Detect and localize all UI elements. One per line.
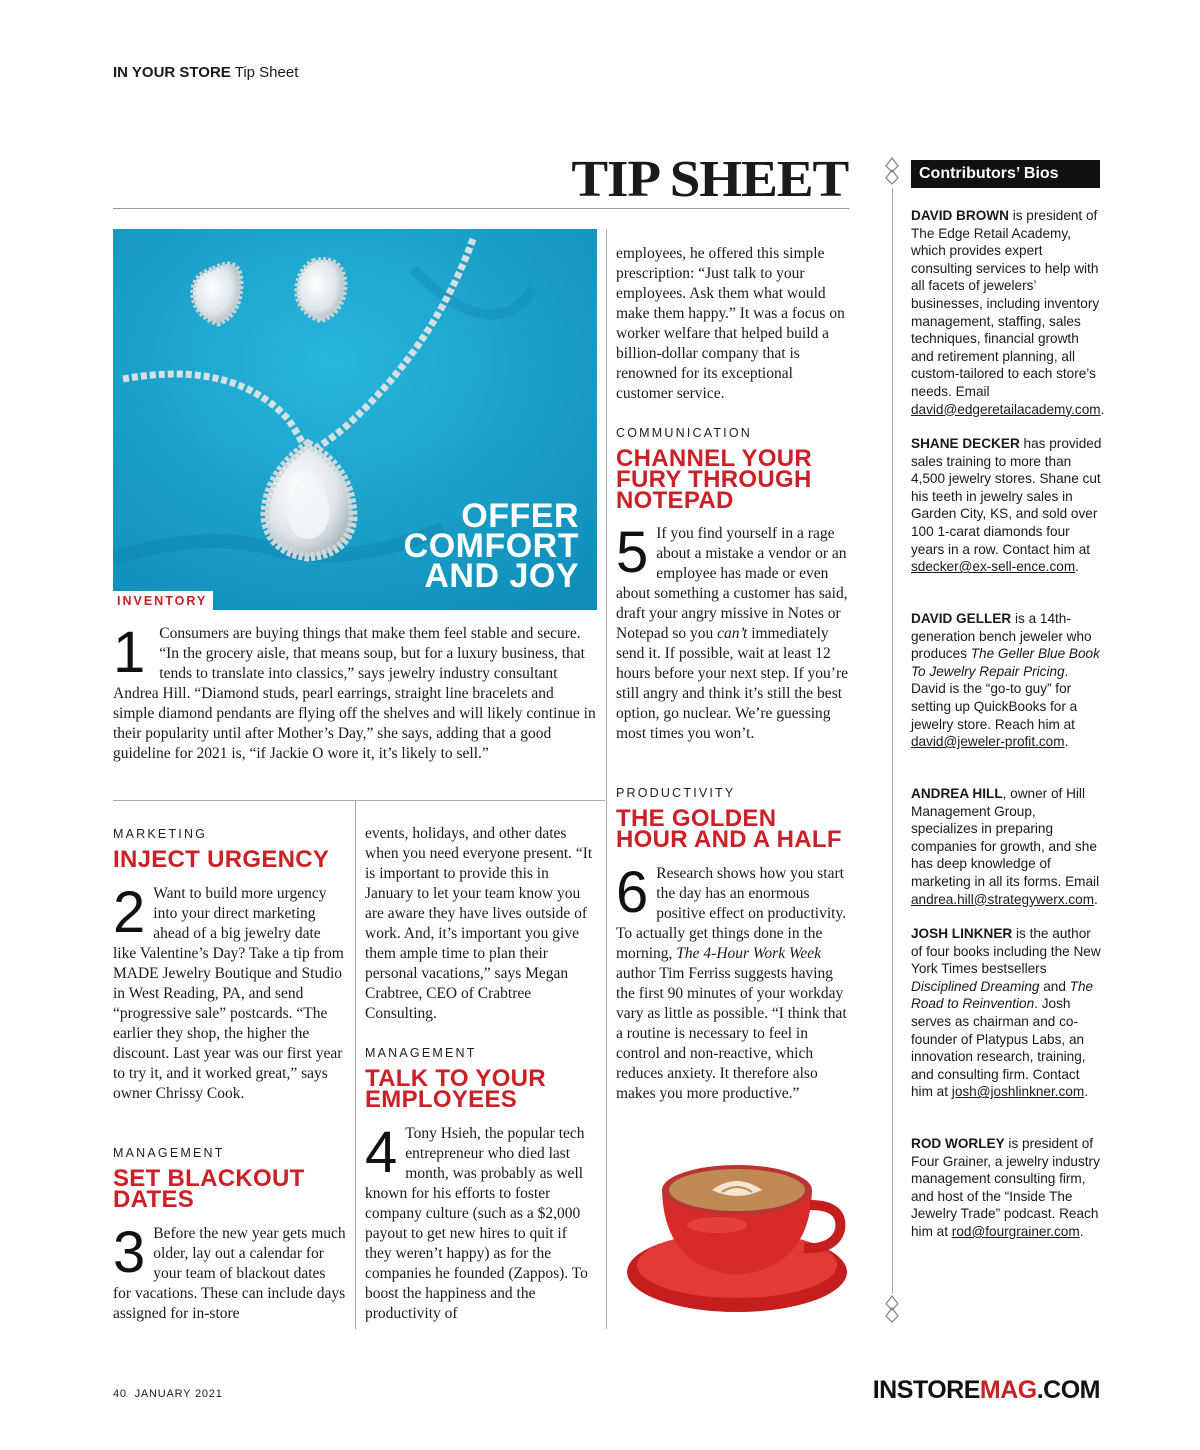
tip-3-text: Before the new year gets much older, lay out a calendar for your team of blackout dates for vacations. These can include days assigned for in-store (113, 1225, 346, 1322)
tip-5-text-a: If you find yourself in a rage about a mistake a vendor or an employee has made or even about something a customer has said, draft your angry missive in Notes or Notepad so you (616, 525, 848, 642)
tip-5-headline: CHANNEL YOUR FURY THROUGH NOTEPAD (616, 445, 813, 514)
bio-text: is president of Four Grainer, a jewelry industry management consulting firm, and host of the “Inside The Jewelry Trade” podcast. Reach him at (911, 1136, 1100, 1239)
photo-headline-line-1: OFFER (461, 497, 579, 535)
tip-5-number: 5 (616, 520, 649, 585)
bios-rule (892, 188, 893, 1294)
tip-5-text (616, 520, 852, 744)
footer-brand (873, 1376, 1100, 1405)
tip-6-kicker: PRODUCTIVITY (616, 786, 736, 800)
tip-1-text: Consumers are buying things that make them feel stable and secure. “In the grocery aisle, that means soup, but for a luxury business, that tends to translate into classics,” says jewelry industry consultant Andrea Hill. “Diamond studs, pearl earrings, straight line bracelets and simple diamond pendants are flying off the shelves and will likely continue in their popularity until after Mother’s Day,” she says, adding that a good guideline for 2021 is, “if Jackie O wore it, it’s likely to sell.” (113, 625, 596, 762)
bio-text: has provided sales training to more than 4,500 jewelry stores. Shane cut his teeth in jewelry sales in Garden City, KS, and sold over 100 1-carat diamonds four years in a row. Contact him at (911, 436, 1102, 557)
bio-text: is president of The Edge Retail Academy, which provides expert consulting services to help with all facets of jewelers’ businesses, including inventory management, staffing, sales techniques, financial growth and retirement planning, all custom-tailored to each store’s needs. Email (911, 208, 1100, 399)
tip-6-number: 6 (616, 860, 649, 925)
bio-name: ROD WORLEY (911, 1136, 1005, 1151)
tip-2 (113, 880, 347, 1104)
page-title: TIP SHEET (571, 151, 848, 208)
bio-email[interactable]: sdecker@ex-sell-ence.com (911, 559, 1076, 575)
bio-rod-worley: ROD WORLEY is president of Four Grainer, a jewelry industry management consulting firm, and host of the “Inside The Jewelry Trade” podcast. Reach him at rod@fourgrainer.com. (911, 1136, 1100, 1239)
tip-5 (616, 520, 852, 744)
photo-label: INVENTORY (113, 591, 213, 610)
bio-email[interactable]: david@jeweler-profit.com (911, 734, 1065, 750)
bio-book-1: Disciplined Dreaming (911, 978, 1040, 994)
tip-6-text (616, 860, 852, 1104)
brand-part-2: MAG (979, 1376, 1037, 1404)
section-rule (113, 800, 605, 801)
tip-4 (365, 1120, 597, 1324)
bio-david-geller: DAVID GELLER is a 14th-generation bench jeweler who produces The Geller Blue Book To Jewelry Repair Pricing. David is the “go-to guy” for setting up QuickBooks for a jewelry store. Reach him at david@jeweler-profit.com. (911, 611, 1100, 750)
brand-part-3: .COM (1036, 1376, 1100, 1404)
tip-2-number: 2 (113, 880, 146, 945)
bio-book: The Geller Blue Book To Jewelry Repair Pricing (911, 646, 1100, 679)
photo-headline-line-2: COMFORT (403, 527, 579, 565)
bio-david-brown: DAVID BROWN is president of The Edge Retail Academy, which provides expert consulting services to help with all facets of jewelers’ businesses, including inventory management, staffing, sales techniques, financial growth and retirement planning, all custom-tailored to each store’s needs. Email david@edgeretailacademy.com. (911, 208, 1105, 417)
tip-3-kicker: MANAGEMENT (113, 1146, 225, 1160)
ornament-bottom-icon (882, 1294, 902, 1324)
bio-text-a: is a 14th-generation bench jeweler who produces (911, 611, 1092, 662)
page-number: 40 (113, 1388, 127, 1400)
issue-date: JANUARY 2021 (134, 1388, 223, 1400)
photo-headline-line-3: AND JOY (424, 557, 579, 595)
title-rule (113, 208, 849, 209)
photo-headline (403, 497, 579, 595)
ornament-top-icon (882, 156, 902, 186)
tip-3-continued: events, holidays, and other dates when you need everyone present. “It is important to provide this in January to let your team know you are aware they have lives outside of work. And, it’s important you give them ample time to plan their personal vacations,” says Megan Crabtree, CEO of Crabtree Consulting. (365, 825, 593, 1022)
tip-6-headline: THE GOLDEN HOUR AND A HALF (616, 805, 842, 853)
tip-4-kicker: MANAGEMENT (365, 1046, 477, 1060)
bio-name: DAVID GELLER (911, 611, 1012, 626)
jewelry-photo (113, 229, 597, 610)
page-footer (113, 1388, 223, 1400)
bio-name: JOSH LINKNER (911, 926, 1013, 941)
tip-6-text-em: The 4-Hour Work Week (676, 945, 822, 962)
running-head (113, 64, 298, 81)
coffee-cup-icon (622, 1150, 852, 1330)
column-rule-left (355, 800, 356, 1329)
bio-email[interactable]: rod@fourgrainer.com (951, 1223, 1080, 1239)
bio-book-2: The Road to Reinvention (911, 978, 1094, 1012)
tip-5-text-em: can’t (717, 625, 748, 642)
tip-6-text-a: Research shows how you start the day has an enormous positive effect on productivity. To actually get things done in the morning, (616, 865, 847, 962)
bio-and: and (1039, 978, 1070, 994)
tip-4-continued: employees, he offered this simple prescription: “Just talk to your employees. Ask them what would make them happy.” It was a focus on worker welfare that helped build a billion-dollar company that is renowned for its exceptional customer service. (616, 245, 845, 402)
bio-text-b: . David is the “go-to guy” for setting up QuickBooks for a jewelry store. Reach him at (911, 663, 1078, 732)
tip-6-text-b: author Tim Ferriss suggests having the first 90 minutes of your workday vary as little as possible. “I think that a routine is necessary to feel in control and non-reactive, which reduces anxiety. It therefore also makes you more productive.” (616, 965, 847, 1102)
bio-josh-linkner: JOSH LINKNER is the author of four books including the New York Times bestsellers Disciplined Dreaming and The Road to Reinvention. Josh serves as chairman and co-founder of Platypus Labs, an innovation research, training, and consulting firm. Contact him at josh@joshlinkner.com. (911, 926, 1101, 1100)
tip-3-number: 3 (113, 1220, 146, 1285)
bios-heading: Contributors’ Bios (911, 160, 1100, 188)
tip-1 (113, 620, 597, 764)
tip-3 (113, 1220, 347, 1324)
bio-name: DAVID BROWN (911, 208, 1009, 223)
tip-6 (616, 860, 852, 1104)
bio-text-b: . Josh serves as chairman and co-founder of Platypus Labs, an innovation research, training, and consulting firm. Contact him at (911, 996, 1086, 1100)
tip-2-headline: INJECT URGENCY (113, 846, 330, 873)
bio-shane-decker: SHANE DECKER has provided sales training to more than 4,500 jewelry stores. Shane cut his teeth in jewelry sales in Garden City, KS, and sold over 100 1-carat diamonds four years in a row. Contact him at sdecker@ex-sell-ence.com. (911, 436, 1102, 575)
bio-email[interactable]: andrea.hill@strategywerx.com (911, 891, 1095, 907)
bio-andrea-hill: ANDREA HILL, owner of Hill Management Group, specializes in preparing companies for growth, and she has deep knowledge of marketing in all its forms. Email andrea.hill@strategywerx.com. (911, 786, 1100, 907)
tip-4-number: 4 (365, 1120, 398, 1185)
column-rule-right (606, 229, 607, 1329)
bio-text: , owner of Hill Management Group, specializes in preparing companies for growth, and she has deep knowledge of marketing in all its forms. Email (911, 786, 1100, 889)
tip-2-text: Want to build more urgency into your direct marketing ahead of a big jewelry date like Valentine’s Day? Take a tip from MADE Jewelry Boutique and Studio in West Reading, PA, and send “progressive sale” postcards. “The earlier they shop, the higher the discount. Last year was our first year to try it, and it worked great,” says owner Chrissy Cook. (113, 885, 344, 1102)
bio-name: SHANE DECKER (911, 436, 1020, 451)
tip-5-text-b: immediately send it. If possible, wait at least 12 hours before your next step. If you’re still angry and think it’s still the best option, go nuclear. We’re guessing most times you won’t. (616, 625, 848, 742)
bio-email[interactable]: josh@joshlinkner.com (951, 1084, 1085, 1100)
running-head-section: IN YOUR STORE (113, 64, 231, 81)
brand-part-1: INSTORE (872, 1376, 980, 1404)
coffee-cup-image (622, 1150, 852, 1330)
bio-email[interactable]: david@edgeretailacademy.com (911, 401, 1101, 417)
bio-text-a: is the author of four books including the New York Times bestsellers (911, 926, 1101, 977)
tip-2-kicker: MARKETING (113, 827, 208, 841)
tip-4-text: Tony Hsieh, the popular tech entrepreneur who died last month, was probably as well known for his efforts to foster company culture (such as a $2,000 payout to get new hires to quit if they weren’t happy) as for the companies he founded (Zappos). To boost the happiness and the productivity of (365, 1125, 588, 1322)
tip-1-number: 1 (113, 620, 146, 685)
tip-3-headline: SET BLACKOUT DATES (113, 1165, 305, 1213)
running-head-label: Tip Sheet (234, 64, 299, 81)
tip-5-kicker: COMMUNICATION (616, 426, 752, 440)
tip-4-headline: TALK TO YOUR EMPLOYEES (365, 1065, 546, 1113)
bio-name: ANDREA HILL (911, 786, 1003, 801)
